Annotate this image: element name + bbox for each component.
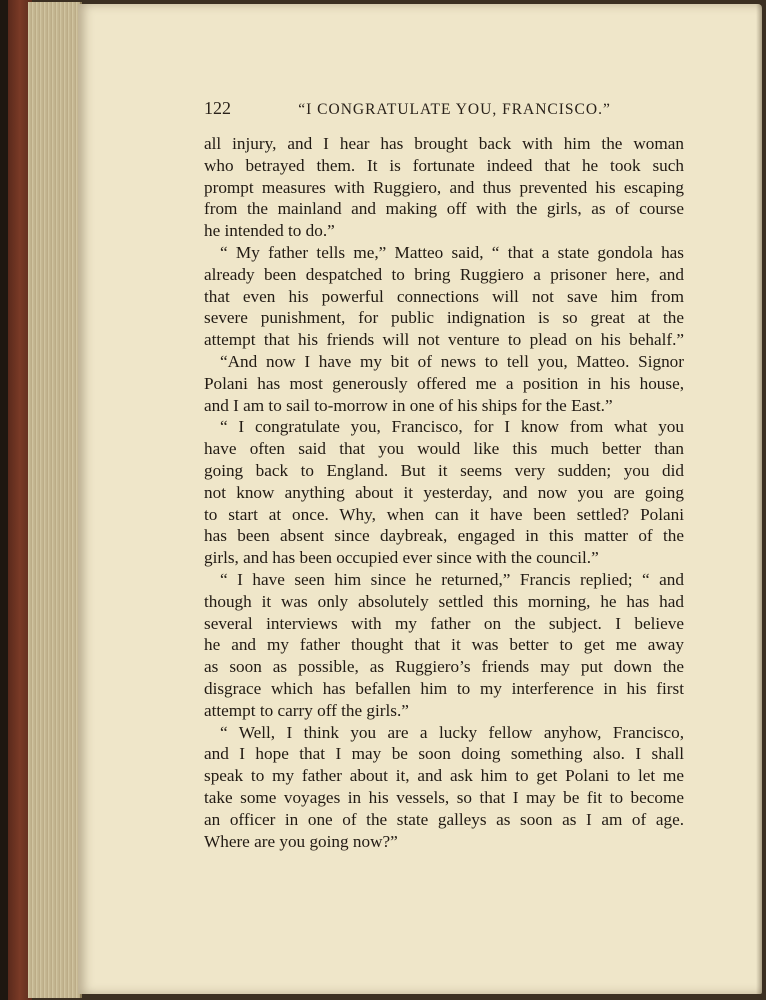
text-line: “ I have seen him since he returned,” Francis replied; “ and [220,569,684,589]
text-line: to start at once. Why, when can it have been settled? Polani [204,504,684,524]
page-stack-edges [28,2,82,998]
text-line: though it was only absolutely settled this morning, he has had [204,591,684,611]
text-line: already been despatched to bring Ruggiero a prisoner here, and [204,264,684,284]
text-line: going back to England. But it seems very sudden; you did [204,460,684,480]
text-line: he and my father thought that it was better to get me away [204,635,684,655]
text-line: take some voyages in his vessels, so that I may be fit to become [204,787,684,807]
text-line: “And now I have my bit of news to tell you, Matteo. Signor [220,351,684,371]
text-line: has been absent since daybreak, engaged in this matter of the [204,526,684,546]
text-line: “ Well, I think you are a lucky fellow anyhow, Francisco, [220,722,684,742]
text-line: and I hope that I may be soon doing something also. I shall [204,744,684,764]
text-line: an officer in one of the state galleys as soon as I am of age. [204,809,684,829]
text-line: attempt that his friends will not venture to plead on his behalf.” [204,330,684,350]
text-line: not know anything about it yesterday, and now you are going [204,482,684,502]
text-line: several interviews with my father on the subject. I believe [204,613,684,633]
text-line: disgrace which has befallen him to my interference in his first [204,678,684,698]
page-number: 122 [204,98,231,118]
text-line: from the mainland and making off with the girls, as of course [204,199,684,219]
text-line: prompt measures with Ruggiero, and thus prevented his escaping [204,177,684,197]
text-line: as soon as possible, as Ruggiero’s friends may put down the [204,657,684,677]
page-header [204,98,684,119]
text-line: have often said that you would like this much better than [204,439,684,459]
text-line: Where are you going now?” [204,831,398,851]
text-line: Polani has most generously offered me a position in his house, [204,373,684,393]
text-line: speak to my father about it, and ask him to get Polani to let me [204,766,684,786]
text-line: he intended to do.” [204,221,335,241]
text-line: attempt to carry off the girls.” [204,700,409,720]
text-line: “ I congratulate you, Francisco, for I know from what you [220,417,684,437]
text-line: all injury, and I hear has brought back with him the woman [204,134,684,153]
spine-shadow [0,0,8,1000]
text-line: who betrayed them. It is fortunate indeed that he took such [204,155,684,175]
text-line: severe punishment, for public indignation is so great at the [204,308,684,328]
running-title: “I CONGRATULATE YOU, FRANCISCO.” [298,101,611,118]
text-line: girls, and has been occupied ever since with the council.” [204,548,599,568]
body-text [204,133,684,852]
text-line: and I am to sail to-morrow in one of his ships for the East.” [204,395,613,415]
text-line: that even his powerful connections will not save him from [204,286,684,306]
text-line: “ My father tells me,” Matteo said, “ that a state gondola has [220,242,684,262]
